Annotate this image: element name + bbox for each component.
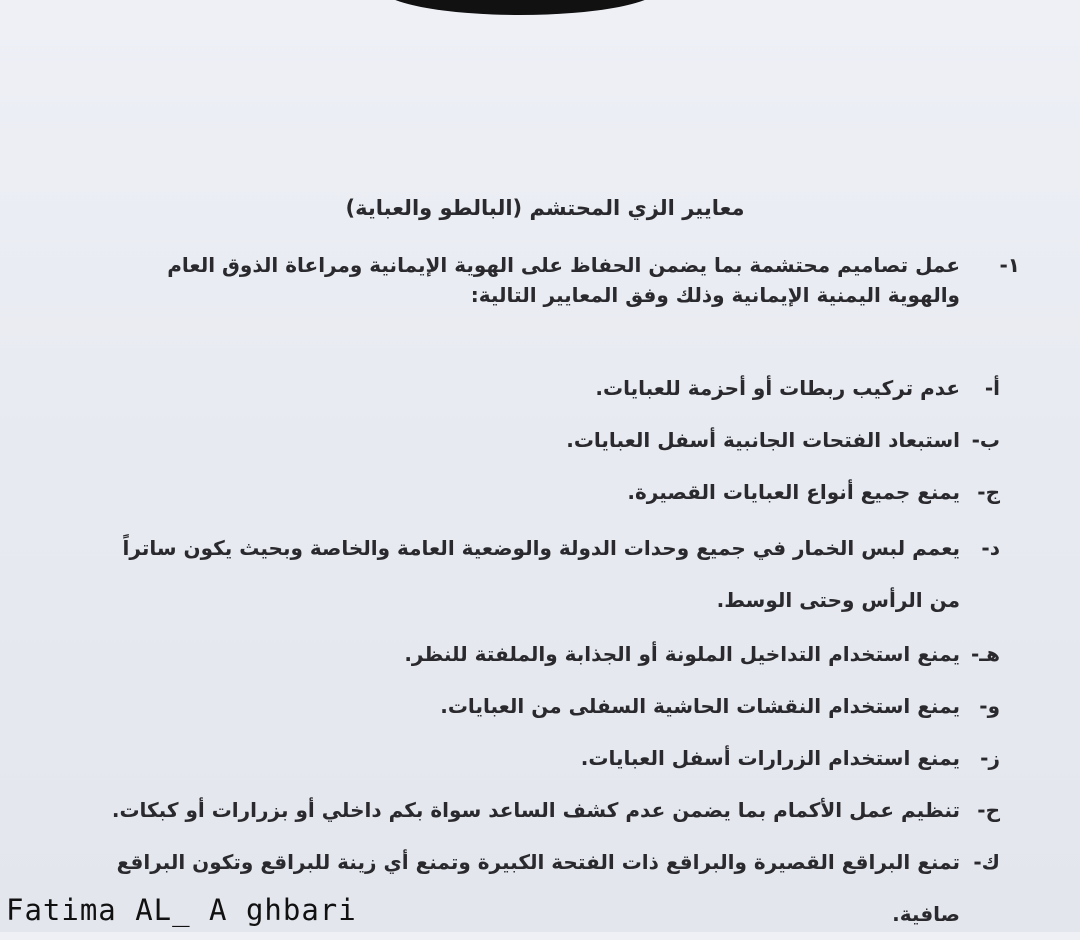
item-text: يمنع جميع أنواع العبايات القصيرة. <box>627 480 960 504</box>
watermark-text: Fatima AL_ A ghbari <box>6 893 357 927</box>
list-item <box>110 784 1000 836</box>
list-item <box>110 628 1000 680</box>
item-letter: د- <box>981 536 1000 560</box>
list-item <box>110 522 1000 626</box>
section-number: ١- <box>999 253 1020 277</box>
item-letter: ج- <box>977 480 1000 504</box>
item-text: تمنع البراقع القصيرة والبراقع ذات الفتحة الكبيرة وتمنع أي زينة للبراقع وتكون البراقع صافية. <box>116 850 960 926</box>
item-letter: ز- <box>980 746 1000 770</box>
item-letter: و- <box>979 694 1000 718</box>
item-text: عدم تركيب ربطات أو أحزمة للعبايات. <box>595 376 960 400</box>
section-text: عمل تصاميم محتشمة بما يضمن الحفاظ على الهوية الإيمانية ومراعاة الذوق العام والهوية اليمنية الإيمانية وذلك وفق المعايير التالية: <box>167 253 960 307</box>
section-paragraph <box>120 250 1020 310</box>
item-text: يعمم لبس الخمار في جميع وحدات الدولة والوضعية العامة والخاصة وبحيث يكون ساتراً من الرأس وحتى الوسط. <box>122 536 960 612</box>
item-text: يمنع استخدام النقشات الحاشية السفلى من العبايات. <box>440 694 960 718</box>
item-letter: ح- <box>977 798 1000 822</box>
document-title: معايير الزي المحتشم (البالطو والعباية) <box>345 196 745 220</box>
item-text: تنظيم عمل الأكمام بما يضمن عدم كشف الساعد سواة بكم داخلي أو بزرارات أو كبكات. <box>111 798 960 822</box>
item-text: استبعاد الفتحات الجانبية أسفل العبايات. <box>566 428 960 452</box>
item-letter: ب- <box>971 428 1000 452</box>
list-item <box>110 466 1000 518</box>
item-letter: أ- <box>984 376 1000 400</box>
list-item <box>110 362 1000 414</box>
item-text: يمنع استخدام التداخيل الملونة أو الجذابة والملفتة للنظر. <box>404 642 960 666</box>
item-letter: هـ- <box>970 642 1000 666</box>
item-text: يمنع استخدام الزرارات أسفل العبايات. <box>580 746 960 770</box>
list-item <box>110 414 1000 466</box>
list-item <box>110 732 1000 784</box>
list-item <box>110 680 1000 732</box>
item-letter: ك- <box>973 850 1000 874</box>
